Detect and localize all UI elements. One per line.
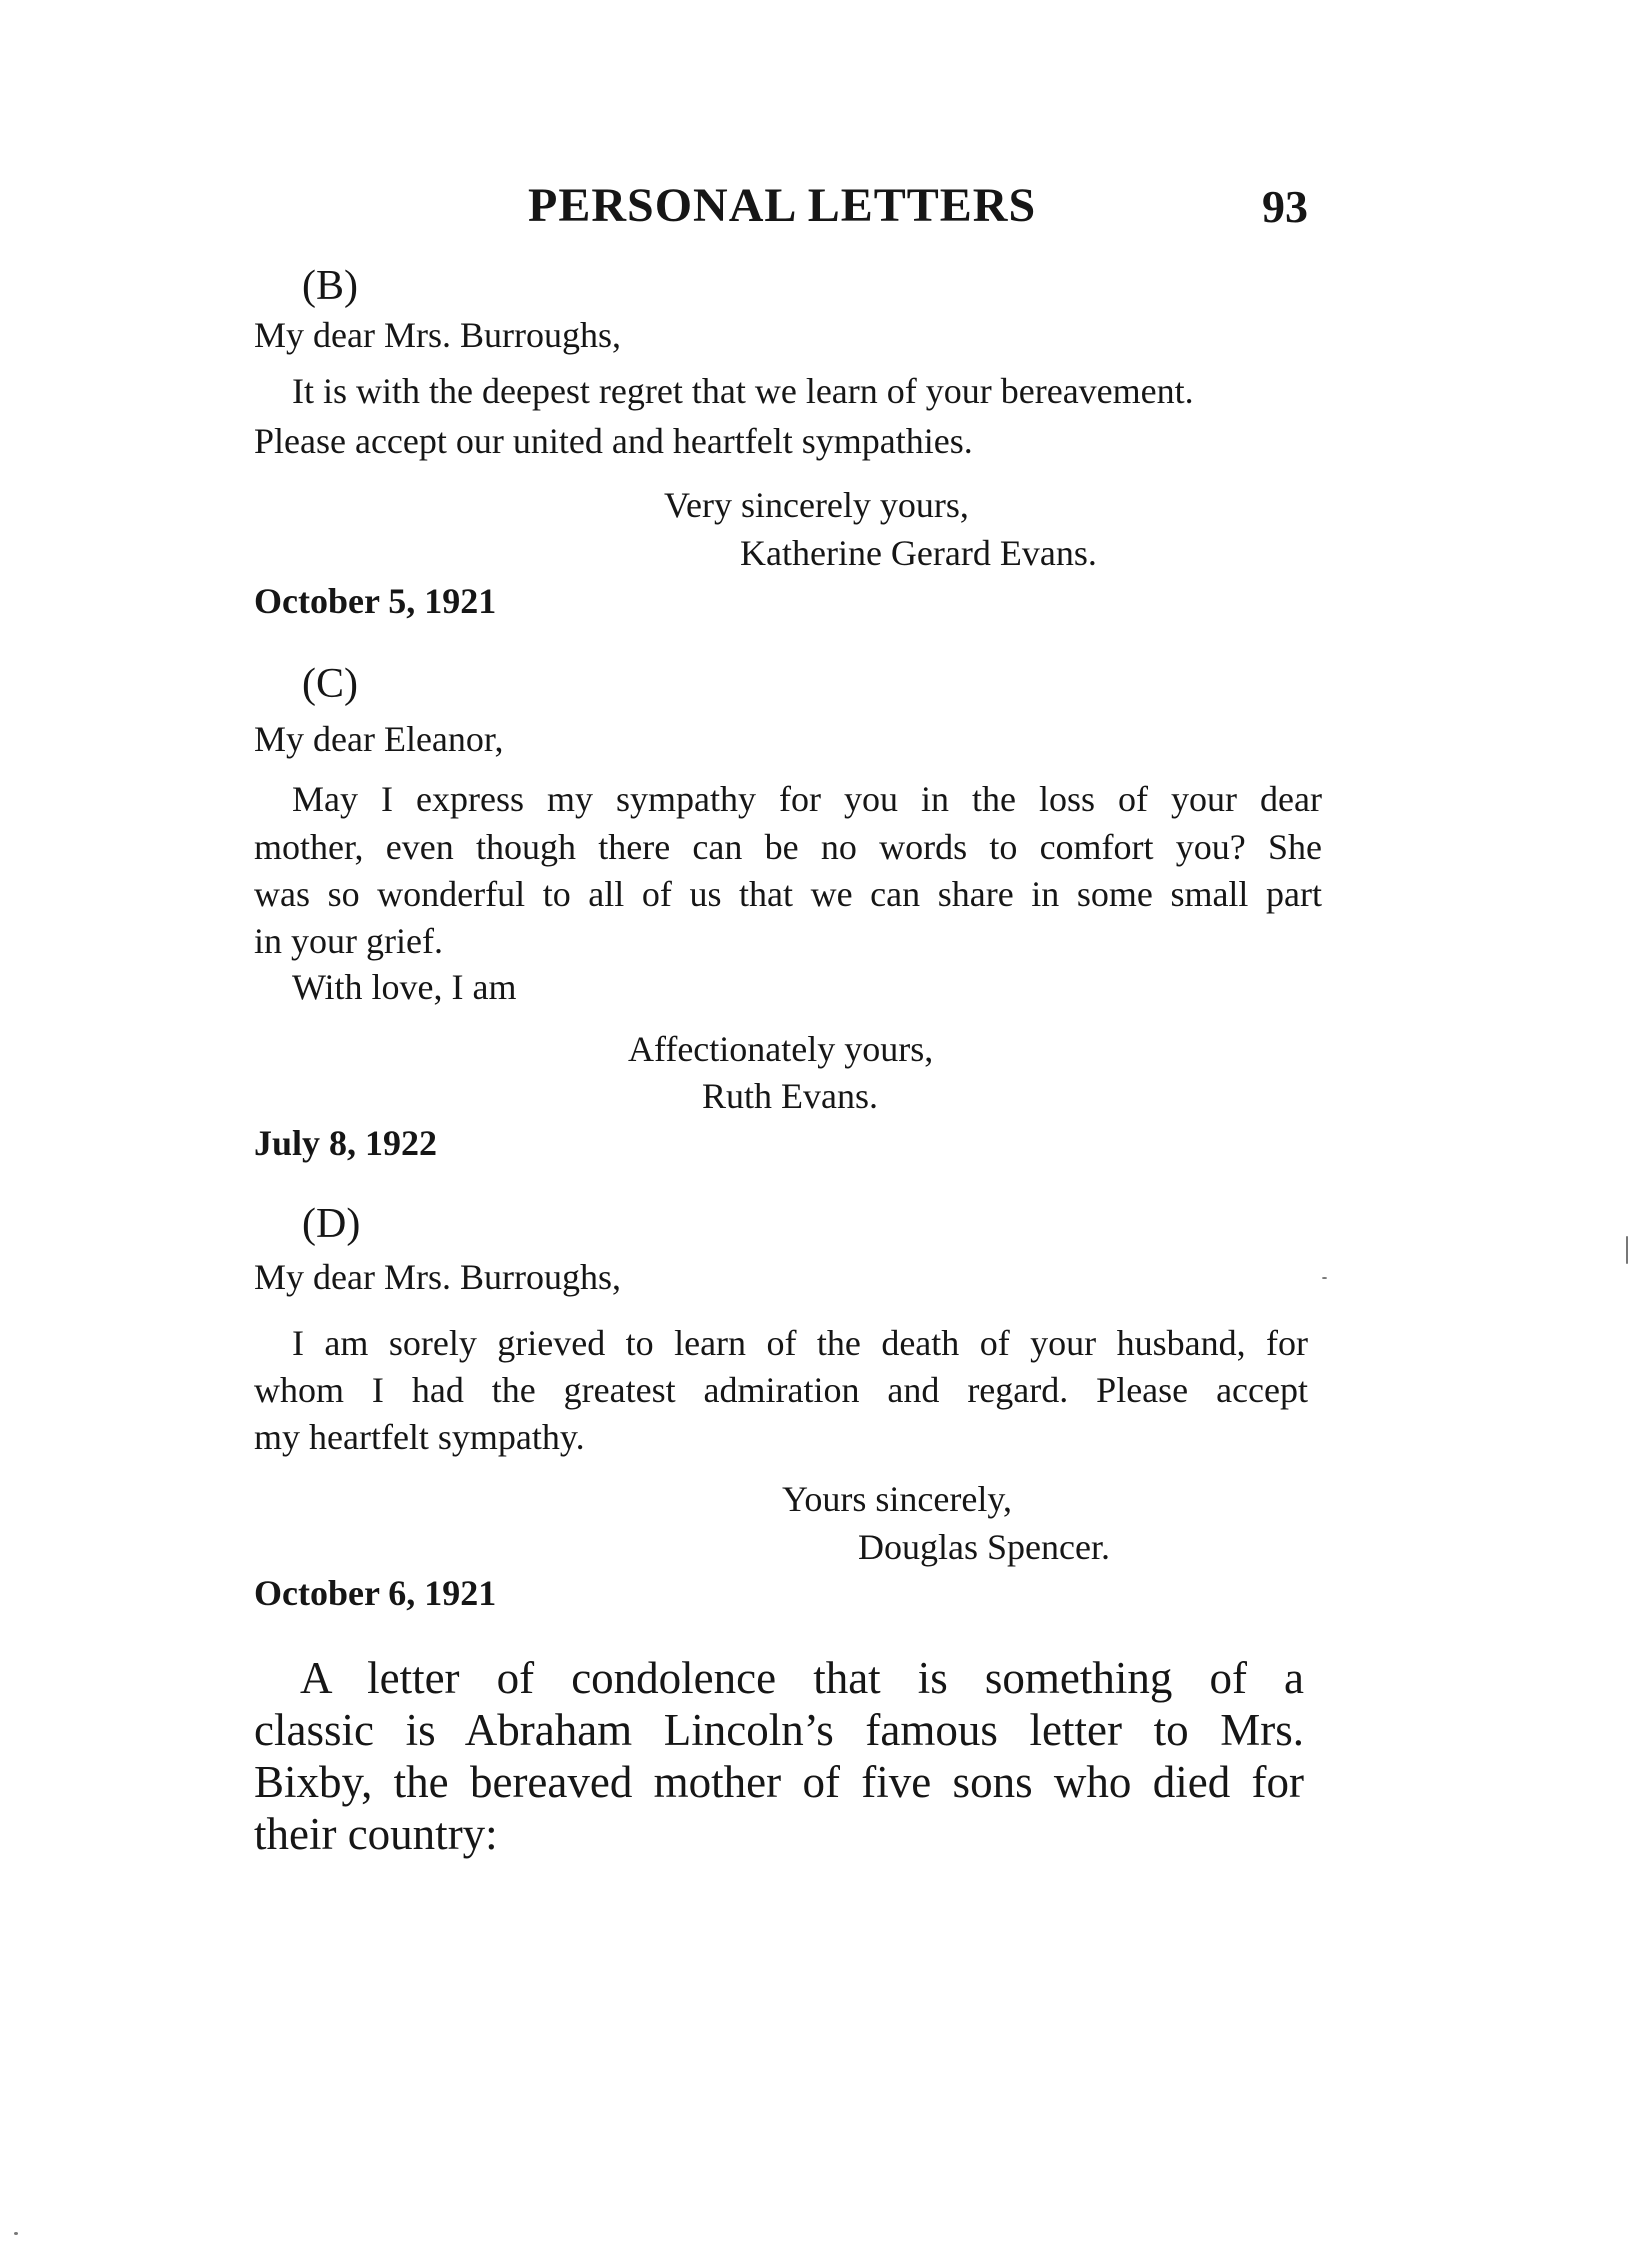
letter-c-body-line: was so wonderful to all of us that we can share in some small part	[254, 874, 1322, 914]
letter-d-closing: Yours sincerely,	[782, 1479, 1012, 1519]
letter-c-body-line: mother, even though there can be no words to comfort you? She	[254, 827, 1322, 867]
scan-speck	[1322, 1277, 1327, 1279]
running-header-title: PERSONAL LETTERS	[528, 179, 1037, 232]
letter-b-salutation: My dear Mrs. Burroughs,	[254, 315, 621, 355]
letter-b-body-line: Please accept our united and heartfelt sympathies.	[254, 421, 973, 461]
letter-d-body-line: I am sorely grieved to learn of the death of your husband, for	[292, 1323, 1308, 1363]
letter-d-marker: (D)	[302, 1201, 361, 1247]
letter-b-signature: Katherine Gerard Evans.	[740, 533, 1097, 573]
letter-c-marker: (C)	[302, 661, 358, 707]
letter-c-body-line: in your grief.	[254, 921, 443, 961]
letter-c-date: July 8, 1922	[254, 1123, 438, 1163]
letter-d-body-line: whom I had the greatest admiration and regard. Please accept	[254, 1370, 1308, 1410]
page-number: 93	[1262, 181, 1308, 232]
letter-b-body-line: It is with the deepest regret that we learn of your bereavement.	[292, 371, 1194, 411]
paragraph-line: A letter of condolence that is something of a	[300, 1653, 1304, 1703]
letter-b-marker: (B)	[302, 263, 358, 309]
letter-c-body-line: With love, I am	[292, 967, 517, 1007]
letter-d-body-line: my heartfelt sympathy.	[254, 1417, 585, 1457]
letter-c-closing: Affectionately yours,	[628, 1029, 934, 1069]
letter-c-salutation: My dear Eleanor,	[254, 719, 504, 759]
scan-speck	[1626, 1236, 1628, 1264]
letter-b-closing: Very sincerely yours,	[664, 485, 969, 525]
paragraph-line: their country:	[254, 1809, 498, 1859]
letter-d-salutation: My dear Mrs. Burroughs,	[254, 1257, 621, 1297]
paragraph-line: classic is Abraham Lincoln’s famous letter to Mrs.	[254, 1705, 1304, 1755]
letter-c-body-line: May I express my sympathy for you in the loss of your dear	[292, 779, 1322, 819]
paragraph-line: Bixby, the bereaved mother of five sons who died for	[254, 1757, 1304, 1807]
letter-d-signature: Douglas Spencer.	[858, 1527, 1110, 1567]
letter-b-date: October 5, 1921	[254, 581, 497, 621]
letter-d-date: October 6, 1921	[254, 1573, 497, 1613]
scan-speck	[14, 2232, 18, 2235]
letter-c-signature: Ruth Evans.	[702, 1076, 878, 1116]
